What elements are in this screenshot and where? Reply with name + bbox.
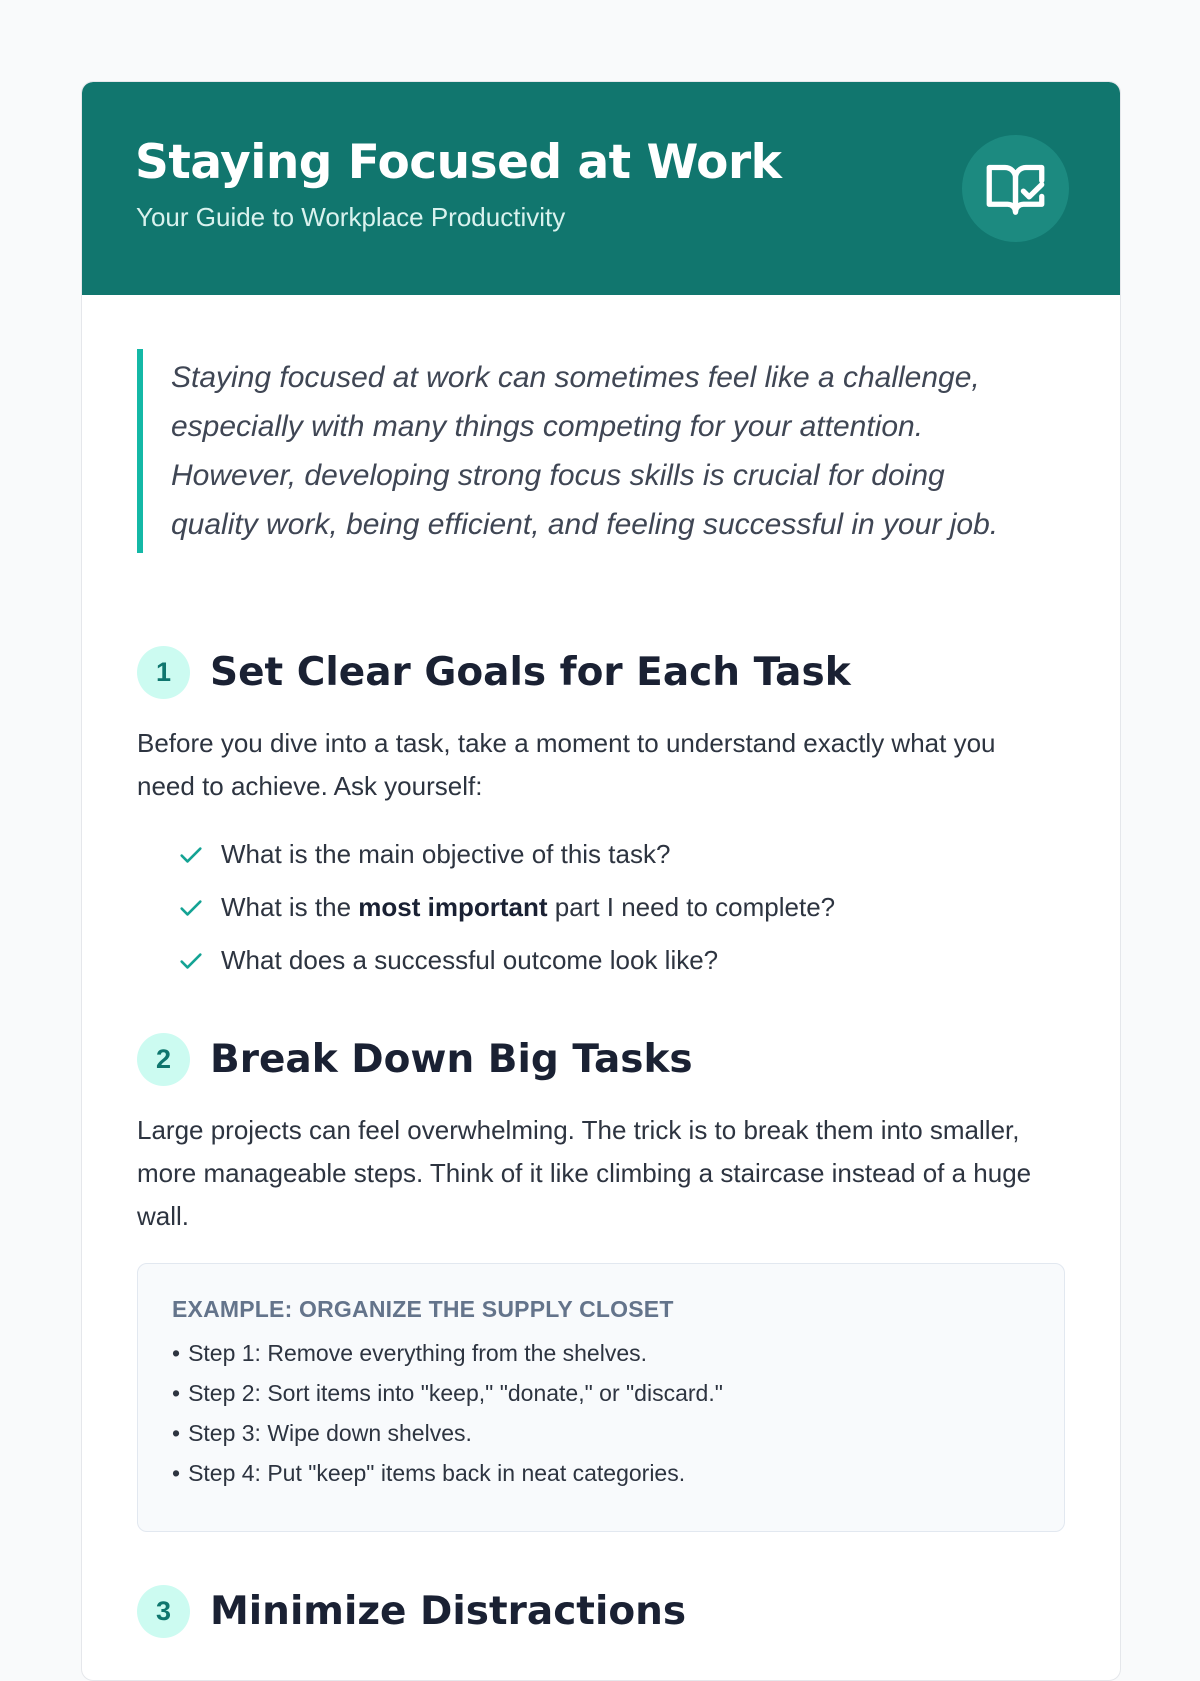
checklist-text: What is the main objective of this task? xyxy=(221,839,671,869)
example-step xyxy=(172,1333,1030,1373)
checklist-item xyxy=(177,881,835,934)
header-icon-circle xyxy=(962,135,1069,242)
check-icon xyxy=(177,947,205,975)
intro-callout: Staying focused at work can sometimes feel like a challenge, especially with many things competing for your attention. However, developing strong focus skills is crucial for doing quality work, being efficient, and feeling successful in your job. xyxy=(137,349,1037,553)
section-3-heading xyxy=(137,1585,686,1638)
checklist-emphasis: most important xyxy=(358,892,548,922)
section-2-heading xyxy=(137,1033,693,1086)
bullet-icon: • xyxy=(172,1420,181,1446)
section-number-badge: 3 xyxy=(137,1585,190,1638)
check-icon xyxy=(177,841,205,869)
guide-card xyxy=(81,81,1121,1681)
example-step-text: Step 1: Remove everything from the shelves. xyxy=(188,1340,648,1366)
example-step-text: Step 4: Put "keep" items back in neat categories. xyxy=(188,1460,686,1486)
example-step xyxy=(172,1373,1030,1413)
example-steps xyxy=(172,1333,1030,1493)
check-icon xyxy=(177,894,205,922)
checklist-text-before: What is the xyxy=(221,892,359,922)
checklist-text xyxy=(221,892,835,923)
example-step xyxy=(172,1413,1030,1453)
section-number-badge: 1 xyxy=(137,646,190,699)
section-1-body: Before you dive into a task, take a moment to understand exactly what you need to achieve. Ask yourself: xyxy=(137,728,996,801)
section-title: Minimize Distractions xyxy=(210,1589,687,1634)
bullet-icon: • xyxy=(172,1460,181,1486)
example-step-text: Step 2: Sort items into "keep," "donate," or "discard." xyxy=(188,1380,723,1406)
checklist-text: What does a successful outcome look like? xyxy=(221,945,719,975)
page-subtitle: Your Guide to Workplace Productivity xyxy=(136,202,566,232)
header-banner xyxy=(82,82,1120,295)
example-step-text: Step 3: Wipe down shelves. xyxy=(188,1420,472,1446)
section-number-badge: 2 xyxy=(137,1033,190,1086)
section-1-heading xyxy=(137,646,851,699)
bullet-icon: • xyxy=(172,1380,181,1406)
example-box xyxy=(137,1263,1065,1532)
bullet-icon: • xyxy=(172,1340,181,1366)
example-step xyxy=(172,1453,1030,1493)
section-2-body: Large projects can feel overwhelming. The trick is to break them into smaller, more manageable steps. Think of it like climbing a staircase instead of a huge wall. xyxy=(137,1115,1032,1231)
checklist-text-after: part I need to complete? xyxy=(547,892,836,922)
checklist-item xyxy=(177,934,835,987)
page-title: Staying Focused at Work xyxy=(135,135,782,190)
checklist-item xyxy=(177,828,835,881)
section-title: Set Clear Goals for Each Task xyxy=(210,650,851,695)
goal-checklist xyxy=(177,828,835,987)
example-title: EXAMPLE: ORGANIZE THE SUPPLY CLOSET xyxy=(172,1296,674,1322)
section-title: Break Down Big Tasks xyxy=(210,1037,693,1082)
book-check-icon xyxy=(984,157,1047,220)
